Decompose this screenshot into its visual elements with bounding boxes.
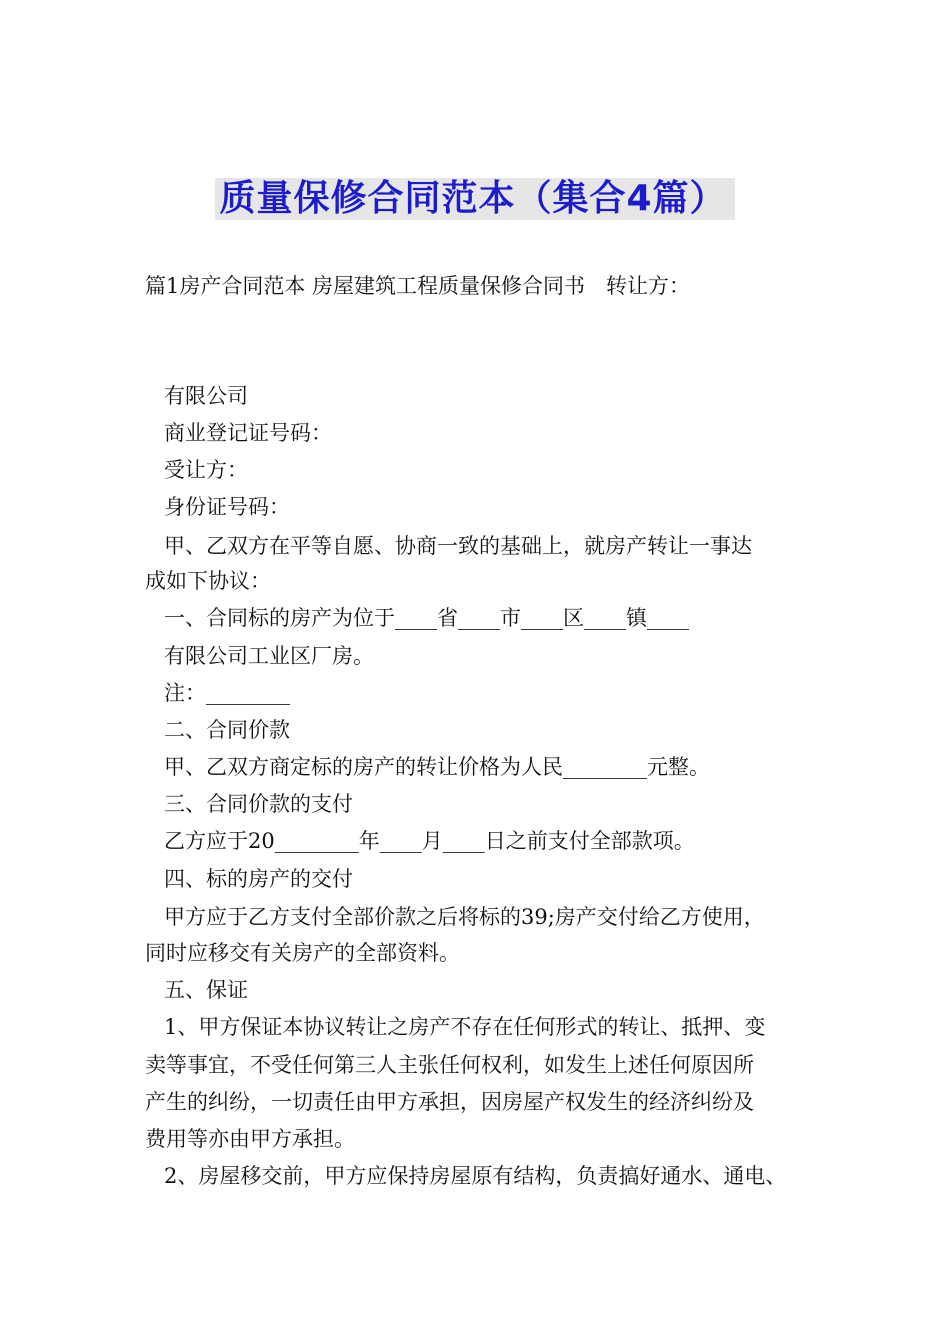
section-heading: 四、标的房产的交付 [164,867,353,891]
body-line: 身份证号码： [164,495,290,519]
body-line: 甲、乙双方商定标的房产的转让价格为人民________元整。 [164,755,710,779]
body-line: 费用等亦由甲方承担。 [145,1127,355,1151]
title-wrap [0,178,950,220]
body-line: 商业登记证号码： [164,421,332,445]
intro-line: 篇1房产合同范本 房屋建筑工程质量保修合同书 转让方： [145,274,691,298]
body-line: 乙方应于20________年____月____日之前支付全部款项。 [164,829,695,853]
body-line: 1、甲方保证本协议转让之房产不存在任何形式的转让、抵押、变 [164,1015,766,1039]
body-line: 甲、乙双方在平等自愿、协商一致的基础上，就房产转让一事达 [164,534,752,558]
body-line: 有限公司工业区厂房。 [164,644,374,668]
body-line: 2、房屋移交前，甲方应保持房屋原有结构，负责搞好通水、通电、 [164,1164,787,1188]
document-title: 质量保修合同范本（集合4篇） [215,178,734,220]
body-line: 一、合同标的房产为位于____省____市____区____镇____ [164,606,689,630]
body-line: 卖等事宜，不受任何第三人主张任何权利，如发生上述任何原因所 [145,1053,754,1077]
body-line: 甲方应于乙方支付全部价款之后将标的39;房产交付给乙方使用， [164,905,765,929]
section-heading: 二、合同价款 [164,718,290,742]
body-line: 同时应移交有关房产的全部资料。 [145,941,460,965]
body-line: 成如下协议： [145,569,271,593]
body-line: 受让方： [164,458,248,482]
body-line: 产生的纠纷，一切责任由甲方承担，因房屋产权发生的经济纠纷及 [145,1090,754,1114]
section-heading: 五、保证 [164,978,248,1002]
body-line: 有限公司 [164,384,248,408]
section-heading: 三、合同价款的支付 [164,792,353,816]
body-line: 注：________ [164,681,290,705]
